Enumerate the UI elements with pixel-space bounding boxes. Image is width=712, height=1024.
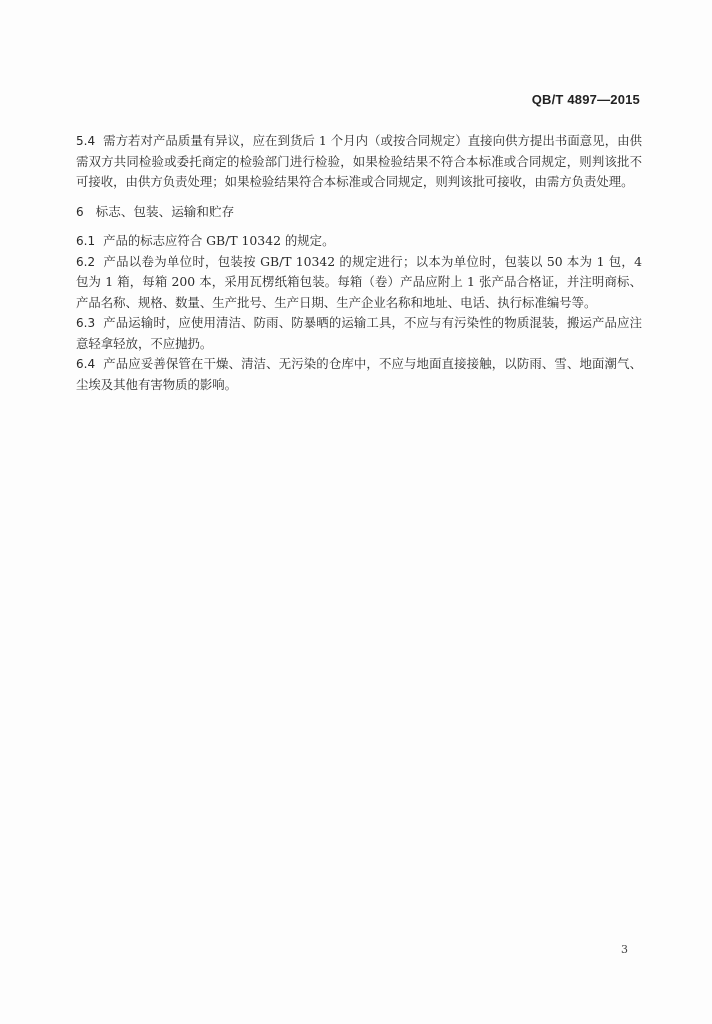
clause-number: 6.3 bbox=[76, 316, 96, 330]
clause-number: 6.1 bbox=[76, 234, 96, 248]
clause-6-4 bbox=[76, 354, 642, 395]
page-number: 3 bbox=[621, 943, 628, 956]
clause-number: 6.2 bbox=[76, 254, 96, 269]
section-title-text: 标志、包装、运输和贮存 bbox=[95, 203, 235, 219]
section-heading bbox=[76, 202, 642, 223]
clause-text: 需方若对产品质量有异议，应在到货后 1 个月内（或按合同规定）直接向供方提出书面意见，由供需双方共同检验或委托商定的检验部门进行检验，如果检验结果不符合本标准或合同规定，则判该批不可接收，由供方负责处理；如果检验结果符合本标准或合同规定，则判该批可接收，由需方负责处理。 bbox=[76, 133, 642, 189]
clause-5-4 bbox=[76, 131, 642, 193]
clause-text: 产品的标志应符合 GB/T 10342 的规定。 bbox=[103, 233, 335, 248]
clause-number: 5.4 bbox=[76, 134, 96, 148]
clause-6-1 bbox=[76, 231, 642, 252]
document-number: QB/T 4897—2015 bbox=[531, 92, 640, 107]
clause-6-3 bbox=[76, 313, 642, 354]
clause-text: 产品以卷为单位时，包装按 GB/T 10342 的规定进行；以本为单位时，包装以 50 本为 1 包，4 包为 1 箱，每箱 200 本，采用瓦楞纸箱包装。每箱（卷）产品应附上 1 张产品合格证，并注明商标、产品名称、规格、数量、生产批号、生产日期、生产企业名称和地址、电话、执行标准编号等。 bbox=[76, 253, 642, 310]
document-body bbox=[76, 131, 642, 395]
clause-number: 6.4 bbox=[76, 357, 96, 371]
section-number: 6 bbox=[76, 204, 84, 219]
clause-text: 产品运输时，应使用清洁、防雨、防暴晒的运输工具，不应与有污染性的物质混装，搬运产品应注意轻拿轻放，不应抛扔。 bbox=[76, 315, 642, 351]
clause-6-2 bbox=[76, 252, 642, 314]
clause-text: 产品应妥善保管在干燥、清洁、无污染的仓库中，不应与地面直接接触，以防雨、雪、地面潮气、尘埃及其他有害物质的影响。 bbox=[76, 356, 642, 392]
